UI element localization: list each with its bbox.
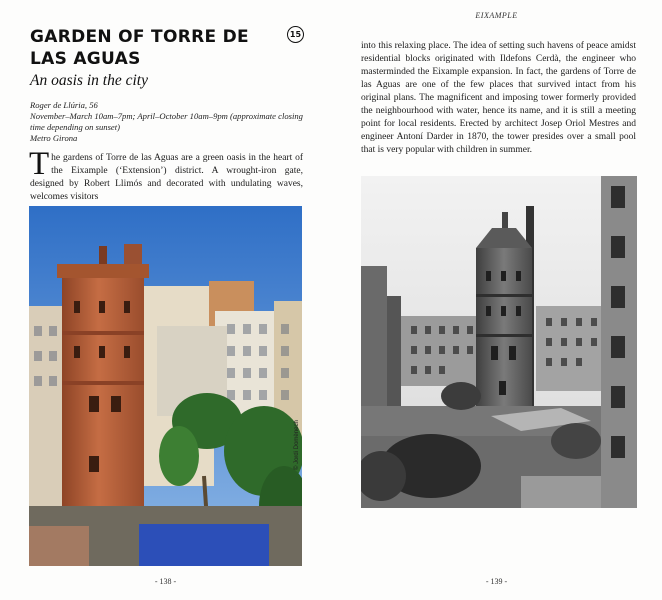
drop-cap: T <box>29 146 50 182</box>
intro-text: he gardens of Torre de las Aguas are a green oasis in the heart of the Eixample (‘Extension’) district. A wrought-iron gate, designed by Robert Llimós and decorated with undulating waves, welcomes visitors <box>30 153 303 202</box>
page-subtitle: An oasis in the city <box>30 72 148 89</box>
running-head: EIXAMPLE <box>475 11 518 20</box>
photo-credit: © Jordi Domènech <box>294 420 300 470</box>
entry-number-badge: 15 <box>287 26 304 43</box>
opening-hours: November–March 10am–7pm; April–October 10am–9pm (approximate closing time depending on sunset) <box>30 111 303 132</box>
metro-station: Metro Girona <box>30 133 78 143</box>
color-photo-water-tower <box>29 206 302 566</box>
continued-paragraph: into this relaxing place. The idea of setting such havens of peace amidst residential blocks originated with Ildefons Cerdà, the engineer who masterminded the Eixample expansion. In fact, the gardens of Torre de las Aguas are one of the few places that survived intact from his original plans. The magnificent and imposing tower formerly provided the neighbourhood with water, hence its name, and it is still a meeting point for local residents. Erected by architect Josep Oriol Mestres and engineer Antoní Darder in 1870, the tower presides over a small pool that is very popular with children in summer. <box>361 41 636 155</box>
page-number-left: - 138 - <box>154 577 177 586</box>
right-page <box>331 0 662 600</box>
page-title: GARDEN OF TORRE DE LAS AGUAS <box>30 27 249 69</box>
practical-info <box>30 100 308 144</box>
page-number-right: - 139 - <box>485 577 508 586</box>
intro-paragraph <box>29 146 303 204</box>
historic-bw-photo-water-tower <box>361 176 637 508</box>
address: Roger de Llúria, 56 <box>30 100 98 110</box>
